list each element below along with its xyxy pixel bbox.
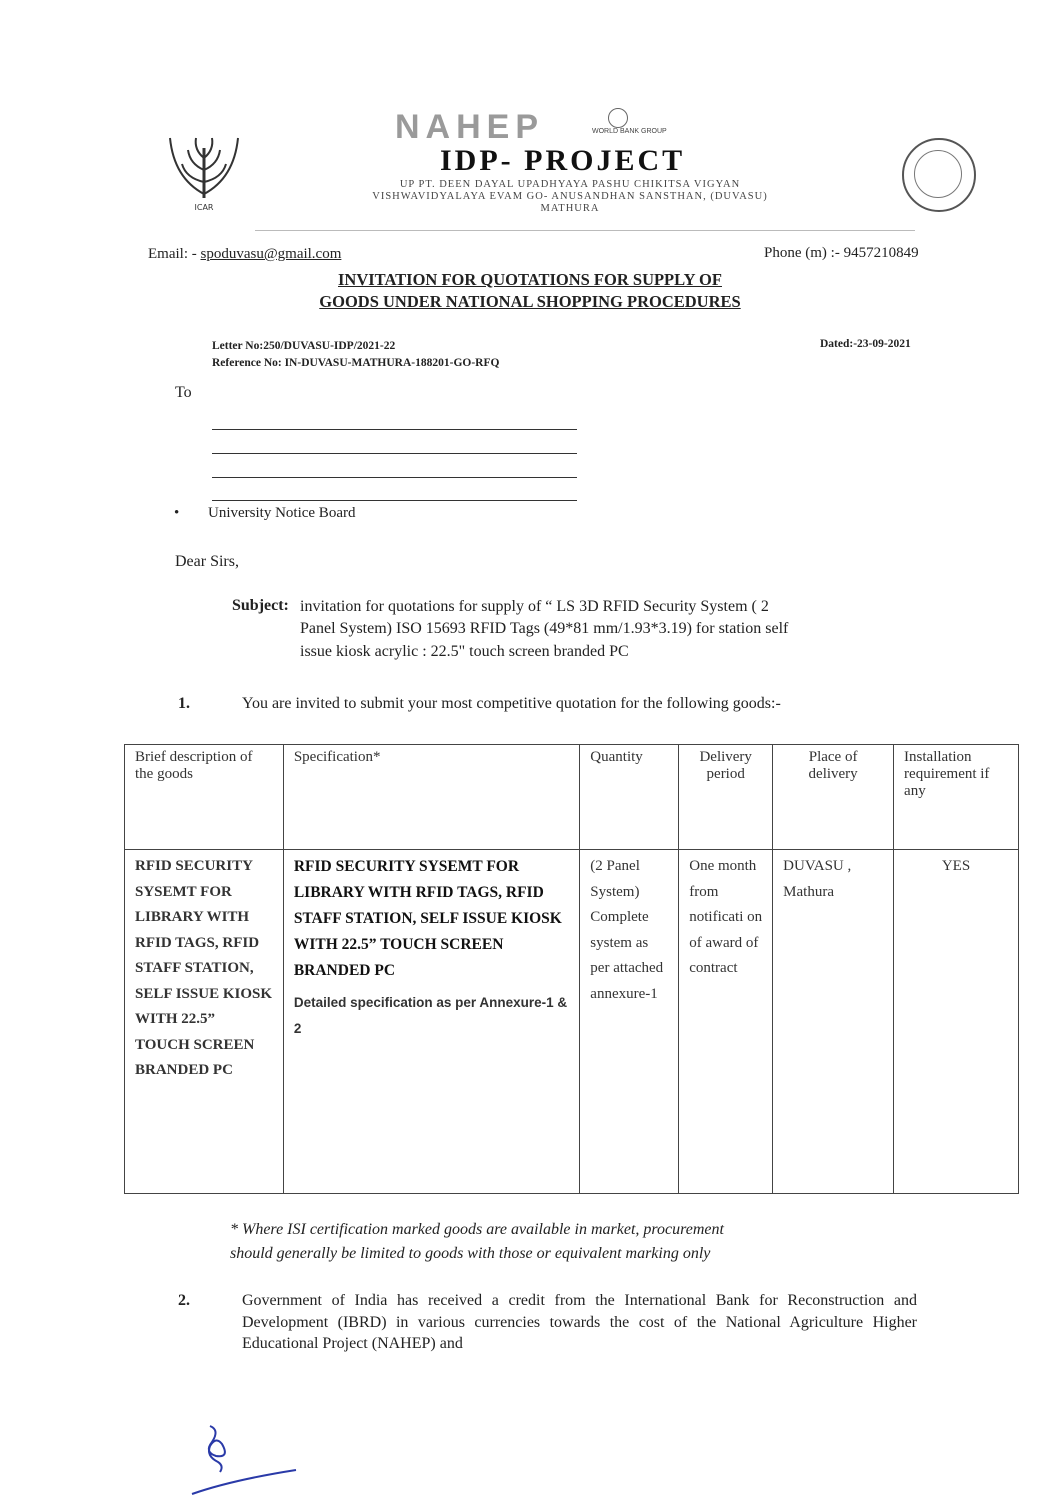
cell-quantity: (2 Panel System) Complete system as per attached annexure-1 bbox=[580, 850, 679, 1194]
project-title: IDP- PROJECT bbox=[440, 144, 686, 177]
university-line-2: VISHWAVIDYALAYA EVAM GO- ANUSANDHAN SANSTHAN, (DUVASU) bbox=[372, 191, 768, 202]
cell-description: RFID SECURITY SYSEMT FOR LIBRARY WITH RFID TAGS, RFID STAFF STATION, SELF ISSUE KIOSK WITH 22.5” TOUCH SCREEN BRANDED PC bbox=[125, 850, 284, 1194]
paragraph-number: 1. bbox=[178, 695, 190, 712]
goods-table bbox=[124, 744, 1019, 1194]
university-line-3: MATHURA bbox=[540, 203, 600, 214]
cell-installation: YES bbox=[894, 850, 1019, 1194]
specification-note: Detailed specification as per Annexure-1 & 2 bbox=[293, 995, 568, 1036]
bullet-icon: • bbox=[174, 505, 180, 521]
cell-delivery-period: One month from notificati on of award of contract bbox=[679, 850, 773, 1194]
subject-line-3: issue kiosk acrylic : 22.5" touch screen branded PC bbox=[300, 643, 629, 660]
email-label: Email: - bbox=[148, 246, 201, 262]
salutation: Dear Sirs, bbox=[175, 553, 239, 570]
email-link[interactable]: spoduvasu@gmail.com bbox=[200, 246, 342, 262]
university-line-1: UP PT. DEEN DAYAL UPADHYAYA PASHU CHIKITSA VIGYAN bbox=[399, 179, 741, 190]
subject-line-1: invitation for quotations for supply of “ LS 3D RFID Security System ( 2 bbox=[300, 598, 769, 615]
footnote-line-1: * Where ISI certification marked goods are available in market, procurement bbox=[230, 1221, 724, 1238]
header-installation: Installation requirement if any bbox=[894, 745, 1019, 850]
cell-place: DUVASU , Mathura bbox=[773, 850, 894, 1194]
header-delivery-period: Delivery period bbox=[679, 745, 773, 850]
globe-icon bbox=[608, 108, 628, 128]
specification-text: RFID SECURITY SYSEMT FOR LIBRARY WITH RFID TAGS, RFID STAFF STATION, SELF ISSUE KIOSK WITH 22.5” TOUCH SCREEN BRANDED PC bbox=[293, 858, 562, 979]
header-specification: Specification* bbox=[283, 745, 579, 850]
duvasu-seal bbox=[902, 138, 976, 212]
header-place: Place of delivery bbox=[773, 745, 894, 850]
date: Dated:-23-09-2021 bbox=[820, 338, 911, 350]
signature bbox=[188, 1420, 308, 1500]
address-line bbox=[212, 429, 577, 430]
address-line bbox=[212, 453, 577, 454]
email-row bbox=[148, 246, 341, 263]
worldbank-text: WORLD BANK GROUP bbox=[592, 128, 667, 135]
table-row bbox=[125, 850, 1019, 1194]
paragraph-1: You are invited to submit your most competitive quotation for the following goods:- bbox=[242, 695, 781, 712]
reference-number: Reference No: IN-DUVASU-MATHURA-188201-GO-RFQ bbox=[212, 357, 500, 369]
icar-logo bbox=[164, 128, 244, 214]
to-label: To bbox=[175, 384, 192, 401]
letter-number: Letter No:250/DUVASU-IDP/2021-22 bbox=[212, 340, 396, 352]
table-header-row bbox=[125, 745, 1019, 850]
worldbank-logo bbox=[592, 108, 692, 138]
cell-specification bbox=[283, 850, 579, 1194]
document-title-line-2: GOODS UNDER NATIONAL SHOPPING PROCEDURES bbox=[319, 292, 741, 311]
nahep-logo: NAHEP bbox=[395, 108, 545, 146]
address-line bbox=[212, 500, 577, 501]
header-quantity: Quantity bbox=[580, 745, 679, 850]
address-line bbox=[212, 477, 577, 478]
document-title-line-1: INVITATION FOR QUOTATIONS FOR SUPPLY OF bbox=[338, 270, 722, 289]
paragraph-number: 2. bbox=[178, 1292, 190, 1309]
header-description: Brief description of the goods bbox=[125, 745, 284, 850]
subject-label: Subject: bbox=[232, 597, 289, 614]
svg-text:ICAR: ICAR bbox=[194, 203, 214, 212]
subject-line-2: Panel System) ISO 15693 RFID Tags (49*81 mm/1.93*3.19) for station self bbox=[300, 620, 789, 637]
footnote-line-2: should generally be limited to goods with those or equivalent marking only bbox=[230, 1245, 711, 1262]
phone-number: Phone (m) :- 9457210849 bbox=[764, 245, 919, 261]
notice-board: University Notice Board bbox=[208, 505, 356, 521]
header-divider bbox=[255, 230, 915, 231]
paragraph-2: Government of India has received a credit from the International Bank for Reconstruction and Development (IBRD) in various currencies towards the cost of the National Agriculture Higher Educational Project (NAHEP) and bbox=[242, 1292, 917, 1352]
